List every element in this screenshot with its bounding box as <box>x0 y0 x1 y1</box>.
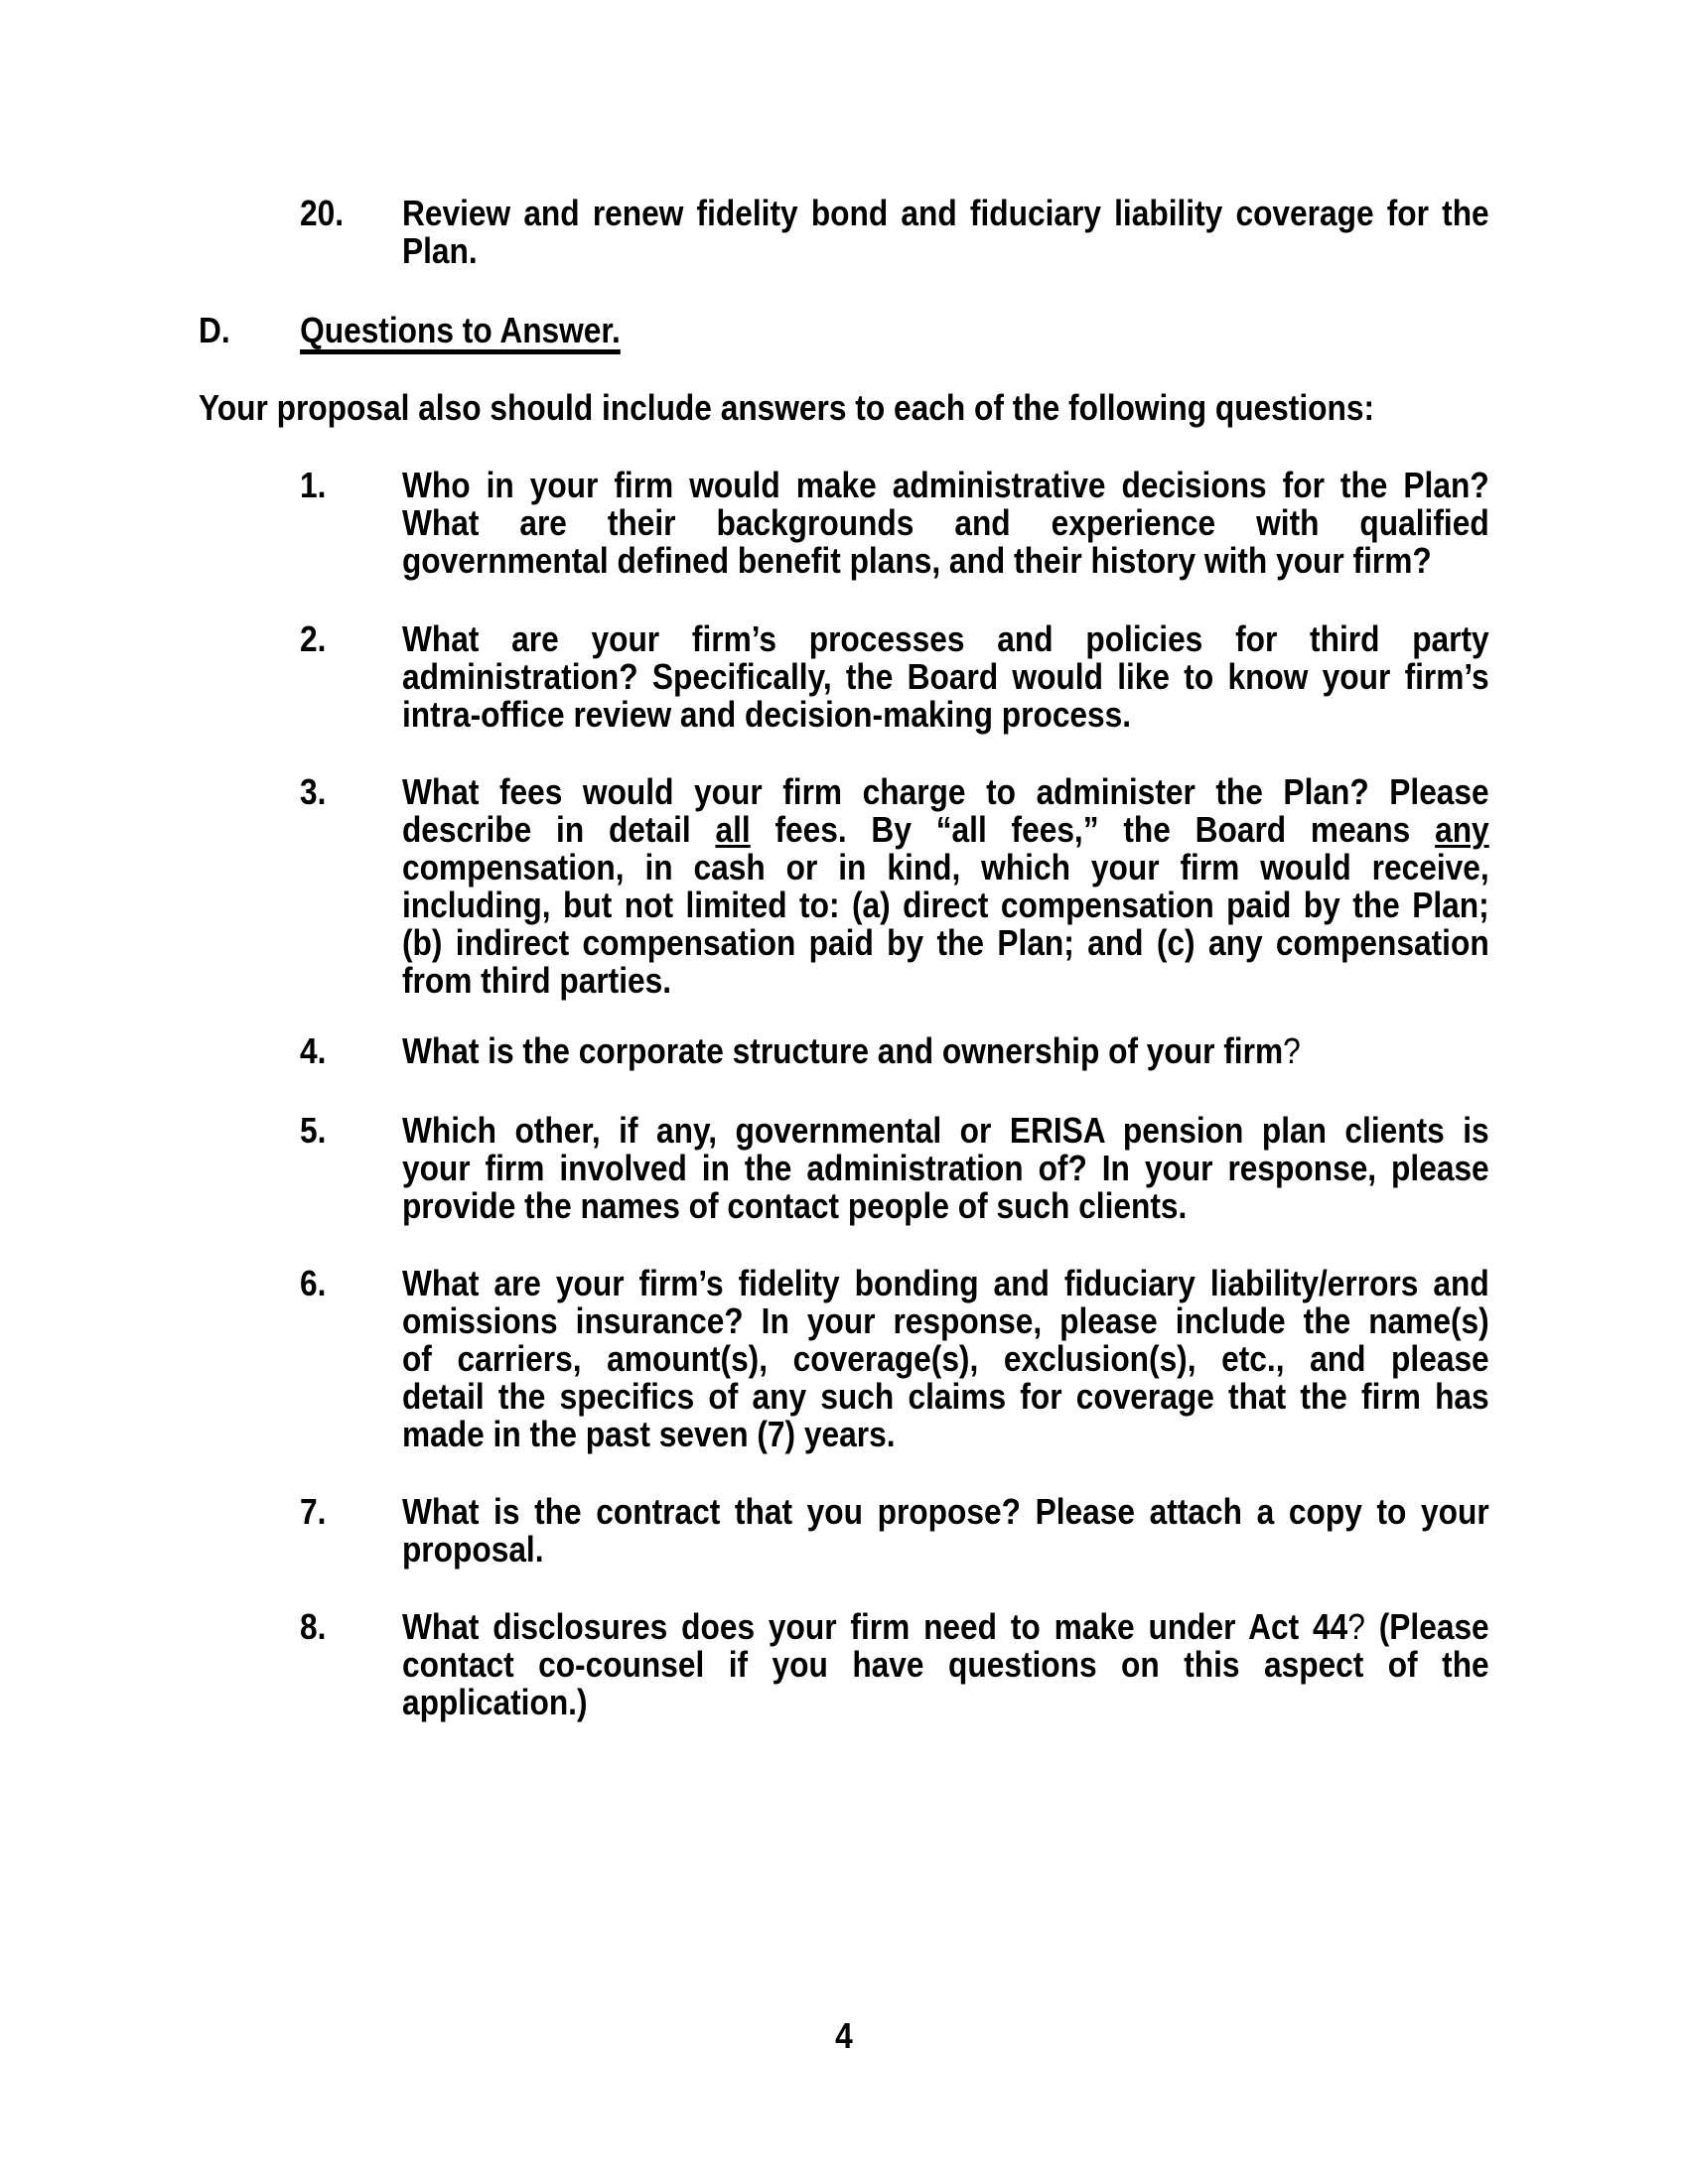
text-line <box>402 1646 1489 1684</box>
question-7 <box>300 1493 1489 1569</box>
text-segment: ? <box>1347 1606 1365 1647</box>
text-line <box>402 773 1489 811</box>
question-1 <box>300 467 1489 580</box>
question-2-number: 2. <box>300 618 327 659</box>
text-line <box>402 232 1489 270</box>
text-segment: from third parties. <box>401 960 672 1001</box>
text-line <box>402 1150 1489 1187</box>
underlined-text: any <box>1435 809 1489 850</box>
text-segment: (b) indirect compensation paid by the Plan; and (c) any compensation <box>401 922 1489 963</box>
text-line <box>402 542 1489 580</box>
text-line <box>402 1493 1489 1531</box>
text-segment: What are your firm’s fidelity bonding and fiduciary liability/errors and <box>401 1263 1489 1303</box>
text-line <box>402 1378 1489 1416</box>
text-segment: What disclosures does your firm need to make under Act 44 <box>401 1606 1348 1647</box>
section-title: Questions to Answer. <box>300 310 621 350</box>
question-4-number: 4. <box>300 1030 327 1071</box>
question-2 <box>300 620 1489 734</box>
text-segment: provide the names of contact people of such clients. <box>401 1185 1188 1226</box>
text-segment: What are their backgrounds and experience with qualified <box>401 502 1489 543</box>
question-6-number: 6. <box>300 1263 327 1303</box>
text-segment: (Please <box>1364 1606 1489 1647</box>
text-line <box>402 1112 1489 1150</box>
text-line <box>402 1265 1489 1302</box>
question-3-number: 3. <box>300 771 327 812</box>
text-segment: contact co-counsel if you have questions on this aspect of the <box>401 1644 1489 1685</box>
text-line <box>402 924 1489 962</box>
section-heading <box>199 312 621 349</box>
text-line <box>402 620 1489 658</box>
question-5-number: 5. <box>300 1110 327 1151</box>
text-segment: application.) <box>401 1682 588 1722</box>
section-letter: D. <box>199 310 230 350</box>
intro-paragraph: Your proposal also should include answers to each of the following questions: <box>199 387 1375 428</box>
text-segment: What are your firm’s processes and policies for third party <box>401 618 1489 659</box>
text-line <box>402 849 1489 887</box>
list-item-20-text <box>402 195 1489 270</box>
question-8-number: 8. <box>300 1606 327 1647</box>
text-segment: of carriers, amount(s), coverage(s), exclusion(s), etc., and please <box>401 1338 1489 1379</box>
text-line <box>402 962 1489 1000</box>
text-line <box>402 1531 1489 1569</box>
text-segment: including, but not limited to: (a) direct compensation paid by the Plan; <box>401 885 1489 925</box>
list-item-20-number: 20. <box>300 193 345 233</box>
text-segment: ? <box>1283 1030 1301 1071</box>
text-segment: What is the contract that you propose? Please attach a copy to your <box>401 1491 1489 1532</box>
text-segment: Review and renew fidelity bond and fiduciary liability coverage for the <box>401 193 1489 233</box>
text-line <box>402 811 1489 849</box>
text-line <box>402 1608 1489 1646</box>
text-segment: Plan. <box>401 230 478 271</box>
text-segment: describe in detail <box>401 809 716 850</box>
text-line <box>402 195 1489 232</box>
text-segment: fees. By “all fees,” the Board means <box>750 809 1436 850</box>
text-line <box>402 1340 1489 1378</box>
question-7-number: 7. <box>300 1491 327 1532</box>
question-5-text <box>402 1112 1489 1225</box>
text-segment: made in the past seven (7) years. <box>401 1414 896 1454</box>
text-line <box>402 696 1489 734</box>
text-segment: intra-office review and decision-making process. <box>401 694 1132 735</box>
text-segment: What is the corporate structure and ownership of your firm <box>401 1030 1284 1071</box>
underlined-text: all <box>715 809 751 850</box>
question-7-text <box>402 1493 1489 1569</box>
question-6 <box>300 1265 1489 1453</box>
question-4-text <box>402 1032 1489 1070</box>
text-line <box>402 658 1489 696</box>
text-line <box>402 1416 1489 1453</box>
text-segment: your firm involved in the administration of? In your response, please <box>401 1148 1489 1188</box>
text-segment: compensation, in cash or in kind, which your firm would receive, <box>401 847 1489 887</box>
text-line <box>402 504 1489 542</box>
text-segment: Who in your firm would make administrative decisions for the Plan? <box>401 465 1489 505</box>
text-segment: administration? Specifically, the Board would like to know your firm’s <box>401 656 1489 697</box>
text-segment: governmental defined benefit plans, and their history with your firm? <box>401 540 1432 581</box>
text-line <box>402 1187 1489 1225</box>
text-line <box>402 1032 1489 1070</box>
question-5 <box>300 1112 1489 1225</box>
text-line <box>402 1302 1489 1340</box>
text-segment: detail the specifics of any such claims for coverage that the firm has <box>401 1376 1489 1417</box>
question-1-text <box>402 467 1489 580</box>
text-line <box>402 887 1489 924</box>
text-line <box>402 1684 1489 1721</box>
question-1-number: 1. <box>300 465 327 505</box>
question-8-text <box>402 1608 1489 1721</box>
page-number: 4 <box>835 2015 853 2056</box>
question-3-text <box>402 773 1489 1000</box>
list-item-20 <box>300 195 1489 270</box>
question-8 <box>300 1608 1489 1721</box>
question-4 <box>300 1032 1489 1070</box>
question-2-text <box>402 620 1489 734</box>
text-line <box>402 467 1489 504</box>
question-3 <box>300 773 1489 1000</box>
text-segment: Which other, if any, governmental or ERISA pension plan clients is <box>401 1110 1489 1151</box>
text-segment: What fees would your firm charge to administer the Plan? Please <box>401 771 1489 812</box>
question-6-text <box>402 1265 1489 1453</box>
text-segment: proposal. <box>401 1529 544 1570</box>
text-segment: omissions insurance? In your response, please include the name(s) <box>401 1300 1489 1341</box>
